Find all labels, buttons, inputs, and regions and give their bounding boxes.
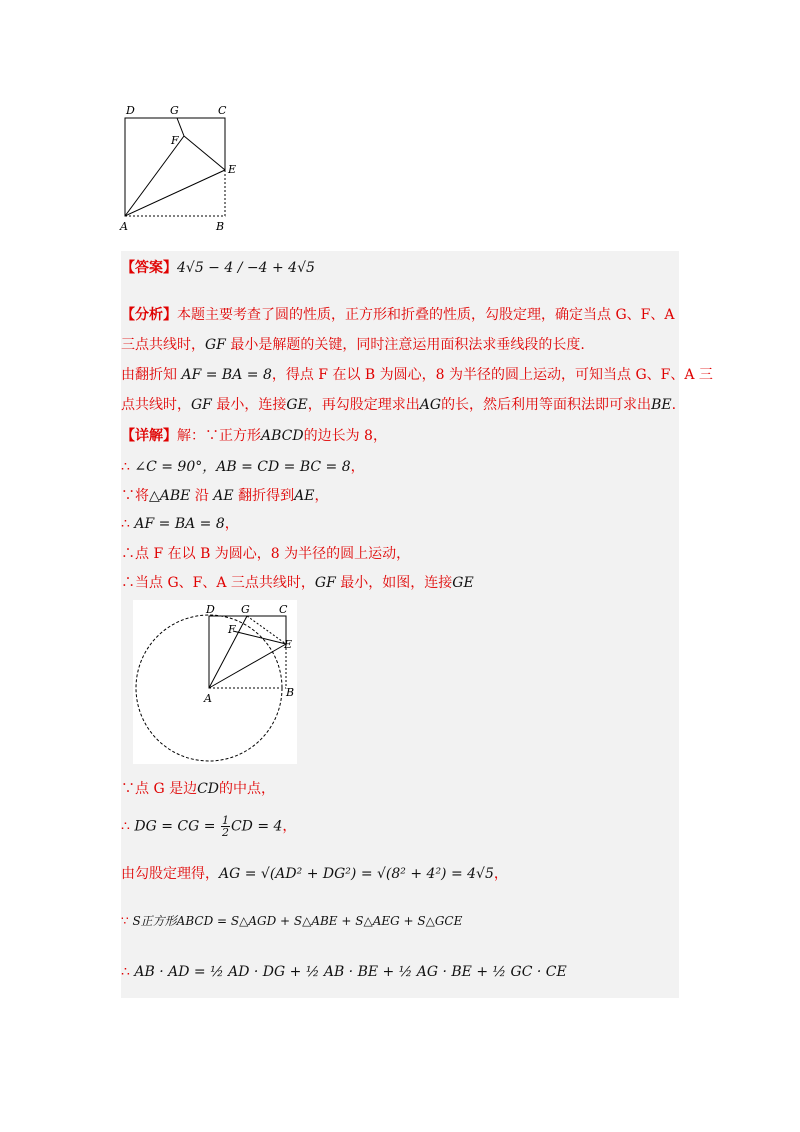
analysis-line-4: 点共线时，GF 最小，连接GE，再勾股定理求出AG的长，然后利用等面积法即可求出BE.	[121, 397, 677, 413]
label-g: G	[170, 104, 179, 117]
label-d: D	[126, 104, 135, 117]
answer-value: 4√5 − 4 / −4 + 4√5	[177, 260, 315, 276]
detail-line-5: ∴点 F 在以 B 为圆心，8 为半径的圆上运动，	[121, 546, 411, 562]
label-f: F	[228, 623, 236, 636]
detail-line-3: ∵将△ABE 沿 AE 翻折得到AE，	[121, 488, 329, 504]
detail-line-11: ∴ AB · AD = ½ AD · DG + ½ AB · BE + ½ AG · BE + ½ GC · CE	[121, 964, 567, 980]
detail-tag: 【详解】	[121, 428, 177, 444]
label-e: E	[228, 163, 237, 176]
label-g: G	[241, 603, 250, 616]
analysis-tag: 【分析】	[121, 307, 177, 323]
label-b: B	[286, 686, 295, 699]
analysis-line-3: 由翻折知 AF = BA = 8，得点 F 在以 B 为圆心，8 为半径的圆上运动，可知当点 G、F、A 三	[121, 367, 713, 383]
label-a: A	[120, 220, 128, 233]
label-d: D	[206, 603, 215, 616]
analysis-line-2: 三点共线时，GF 最小是解题的关键，同时注意运用面积法求垂线段的长度.	[121, 337, 585, 353]
detail-line-6: ∴当点 G、F、A 三点共线时，GF 最小，如图，连接GE	[121, 575, 474, 591]
label-e: E	[284, 638, 293, 651]
detail-line-1: 【详解】解：∵正方形ABCD的边长为 8，	[121, 428, 387, 444]
answer-tag: 【答案】	[121, 260, 177, 276]
detail-line-2: ∴ ∠C = 90°，AB = CD = BC = 8，	[121, 459, 365, 475]
detail-line-9: 由勾股定理得，AG = √(AD² + DG²) = √(8² + 4²) = 4√5，	[121, 866, 508, 882]
label-c: C	[279, 603, 288, 616]
detail-line-10: ∵ S正方形ABCD = S△AGD + S△ABE + S△AEG + S△GCE	[121, 914, 463, 928]
figure-circle	[133, 600, 297, 764]
detail-line-8: ∴ DG = CG = $\frac{1}{2}$ CD = 4，	[121, 814, 297, 839]
analysis-line-1: 【分析】本题主要考查了圆的性质，正方形和折叠的性质，勾股定理，确定当点 G、F、A	[121, 307, 675, 323]
answer-line	[121, 260, 315, 277]
label-a: A	[204, 692, 212, 705]
label-b: B	[216, 220, 225, 233]
label-f: F	[171, 134, 179, 147]
detail-line-7: ∵点 G 是边CD的中点，	[121, 781, 276, 797]
detail-line-4: ∴ AF = BA = 8，	[121, 516, 239, 532]
figure-square-fold	[110, 100, 250, 240]
fraction-half: $\frac{1}{2}$	[221, 814, 229, 839]
label-c: C	[218, 104, 227, 117]
